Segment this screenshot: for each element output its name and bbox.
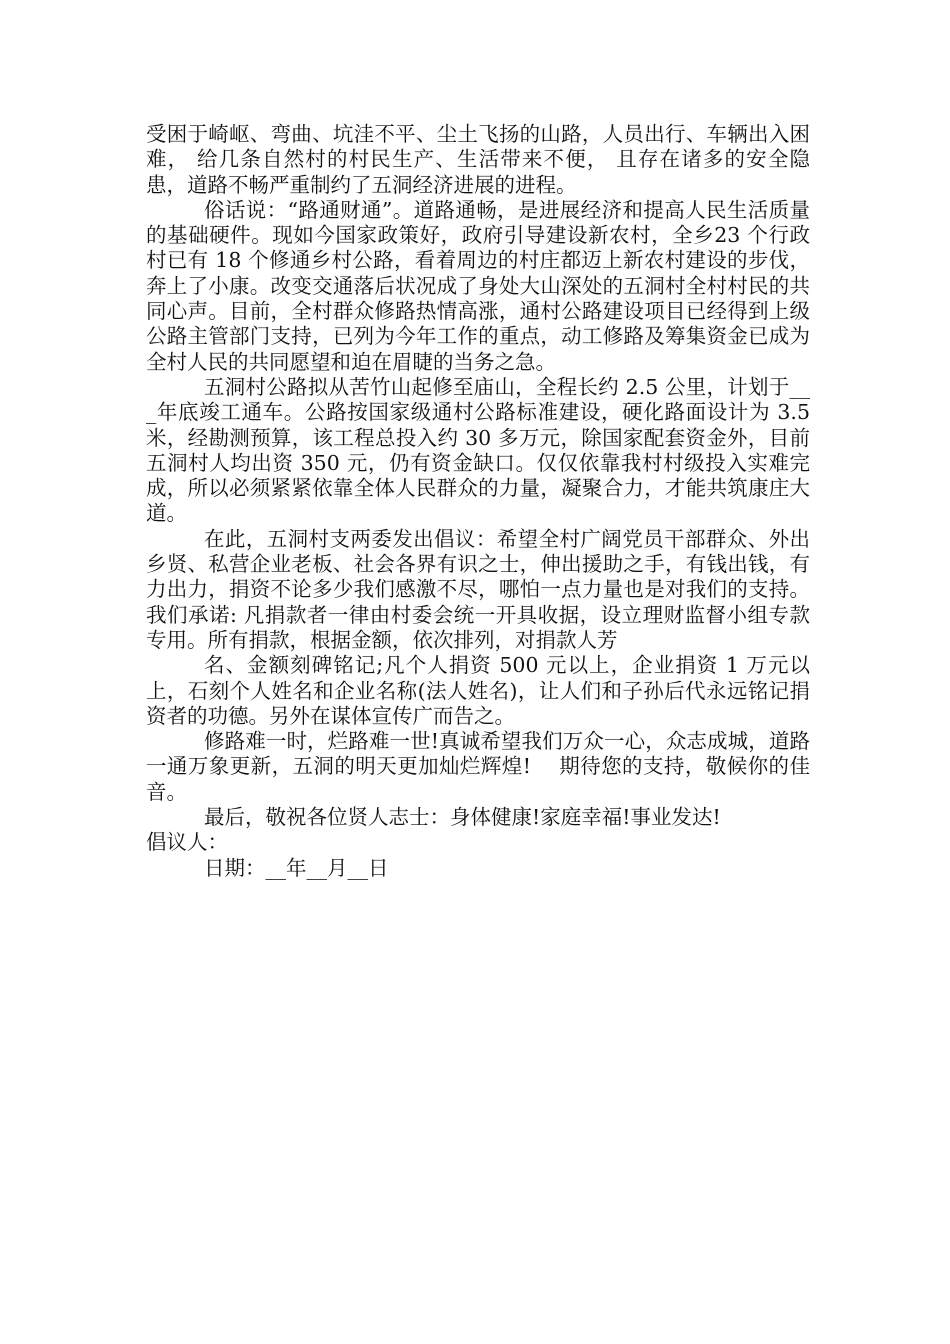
- paragraph-road-plan: 五洞村公路拟从苦竹山起修至庙山，全程长约 2.5 公里，计划于___年底竣工通车。公路按国家级通村公路标准建设，硬化路面设计为 3.5 米，经勘测预算，该工程总投入约 30 多万元，除国家配套资金外，目前五洞村人均出资 350 元，仍有资金缺口。仅仅依靠我村村级投入实难完成，所以必须紧紧依靠全体人民群众的力量，凝聚合力，才能共筑康庄大道。: [146, 374, 810, 526]
- paragraph-hope: 修路难一时，烂路难一世!真诚希望我们万众一心，众志成城，道路一通万象更新，五洞的明天更加灿烂辉煌! 期待您的支持，敬候你的佳音。: [146, 729, 810, 804]
- paragraph-proverb: 俗话说：“路通财通”。道路通畅，是进展经济和提高人民生活质量的基础硬件。现如今国家政策好，政府引导建设新农村，全乡23 个行政村已有 18 个修通乡村公路，看着周边的村庄都迈上新农村建设的步伐，奔上了小康。改变交通落后状况成了身处大山深处的五洞村全村村民的共同心声。目前，全村群众修路热情高涨，通村公路建设项目已经得到上级公路主管部门支持，已列为今年工作的重点，动工修路及筹集资金已成为全村人民的共同愿望和迫在眉睫的当务之急。: [146, 197, 810, 374]
- paragraph-commitment: 名、金额刻碑铭记;凡个人捐资 500 元以上，企业捐资 1 万元以上，石刻个人姓名和企业名称(法人姓名)，让人们和子孙后代永远铭记捐资者的功德。另外在谋体宣传广而告之。: [146, 653, 810, 728]
- initiator-line: 倡议人：: [146, 830, 228, 855]
- paragraph-appeal: 在此，五洞村支两委发出倡议：希望全村广阔党员干部群众、外出乡贤、私营企业老板、社会各界有识之士，伸出援助之手，有钱出钱，有力出力，捐资不论多少我们感激不尽，哪怕一点力量也是对我们的支持。我们承诺: 凡捐款者一律由村委会统一开具收据，设立理财监督小组专款专用。所有捐款，根据金额，依次排列，对捐款人芳: [146, 526, 810, 652]
- paragraph-wishes: 最后，敬祝各位贤人志士：身体健康!家庭幸福!事业发达!: [204, 805, 721, 830]
- date-line: 日期：__年__月__日: [204, 855, 389, 880]
- document-body: [146, 122, 810, 881]
- paragraph-intro: 受困于崎岖、弯曲、坑洼不平、尘土飞扬的山路，人员出行、车辆出入困难， 给几条自然村的村民生产、生活带来不便， 且存在诸多的安全隐患，道路不畅严重制约了五洞经济进展的进程。: [146, 122, 810, 197]
